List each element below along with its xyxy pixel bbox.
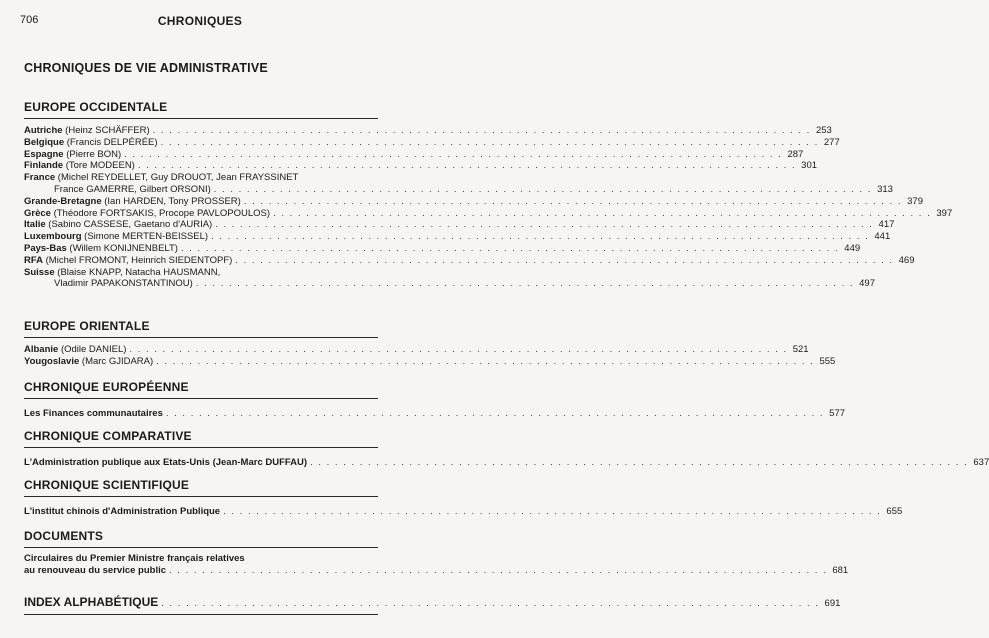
toc-entry-france[interactable] xyxy=(24,172,378,184)
page-ref: 469 xyxy=(898,254,915,266)
toc-entry-index[interactable] xyxy=(24,595,841,611)
leader-dots xyxy=(235,255,893,267)
section-rule xyxy=(24,337,378,338)
entry-title: Les Finances communautaires xyxy=(24,408,163,419)
authors: (Heinz SCHÄFFER) xyxy=(62,125,150,136)
country-name: Italie xyxy=(24,219,46,231)
page-ref: 277 xyxy=(823,136,840,148)
leader-dots xyxy=(161,597,819,611)
country-name: France xyxy=(24,172,56,184)
page-ref: 521 xyxy=(792,344,809,355)
leader-dots xyxy=(211,231,869,243)
leader-dots xyxy=(310,457,968,469)
toc-entry-albanie[interactable] xyxy=(24,344,809,356)
authors: (Tore MODEEN) xyxy=(63,160,135,172)
toc-entry-institut-chinois[interactable] xyxy=(24,506,903,518)
section-documents xyxy=(24,529,849,577)
section-heading: CHRONIQUE EUROPÉENNE xyxy=(24,380,189,394)
toc-entry-rfa[interactable] xyxy=(24,254,915,267)
section-rule xyxy=(24,496,378,497)
section-heading: EUROPE OCCIDENTALE xyxy=(24,100,168,114)
country-name: Suisse xyxy=(24,266,55,278)
country-name: Belgique xyxy=(24,136,65,148)
toc-entry-luxembourg[interactable] xyxy=(24,231,891,243)
section-rule xyxy=(24,398,378,399)
section-rule xyxy=(24,547,378,548)
section-rule xyxy=(24,118,378,119)
toc-entry-suisse-continued[interactable] xyxy=(24,278,875,290)
leader-dots xyxy=(273,208,931,220)
toc-entry-finances-communautaires[interactable] xyxy=(24,408,846,420)
page-ref: 681 xyxy=(832,564,849,576)
main-title: CHRONIQUES DE VIE ADMINISTRATIVE xyxy=(24,61,268,75)
page-number: 706 xyxy=(20,14,39,26)
authors: (Michel FROMONT, Heinrich SIEDENTOPF) xyxy=(43,254,233,266)
toc-entry-espagne[interactable] xyxy=(24,148,804,161)
section-index xyxy=(24,595,841,621)
toc-entry-pays-bas[interactable] xyxy=(24,242,861,255)
page-ref: 441 xyxy=(874,231,891,243)
page-ref: 417 xyxy=(878,219,895,231)
toc-entry-finlande[interactable] xyxy=(24,160,818,172)
country-name: Autriche xyxy=(24,125,63,136)
authors: (Blaise KNAPP, Natacha HAUSMANN, xyxy=(54,266,221,278)
section-chronique-comparative xyxy=(24,429,989,469)
authors: (Odile DANIEL) xyxy=(58,344,127,355)
page-ref: 637 xyxy=(973,457,989,468)
section-heading: EUROPE ORIENTALE xyxy=(24,319,150,333)
authors: (Pierre BON) xyxy=(63,148,122,160)
section-rule xyxy=(24,447,378,448)
section-chronique-scientifique xyxy=(24,478,903,518)
toc-entry-autriche[interactable] xyxy=(24,125,832,137)
toc-entry-yougoslavie[interactable] xyxy=(24,355,836,368)
section-heading: INDEX ALPHABÉTIQUE xyxy=(24,595,159,609)
country-name: Yougoslavie xyxy=(24,355,80,367)
section-chronique-europeenne xyxy=(24,380,846,420)
leader-dots xyxy=(166,408,824,420)
authors: (Michel REYDELLET, Guy DROUOT, Jean FRAYSSINET xyxy=(55,172,299,184)
toc-entry-administration-etats-unis[interactable] xyxy=(24,457,989,469)
country-name: Pays-Bas xyxy=(24,242,67,254)
leader-dots xyxy=(214,184,872,196)
entry-title: Circulaires du Premier Ministre français relatives xyxy=(24,553,245,564)
page-ref: 301 xyxy=(801,160,818,172)
authors: (Théodore FORTSAKIS, Procope PAVLOPOULOS) xyxy=(50,207,271,219)
toc-entry-circulaires[interactable] xyxy=(24,553,378,565)
leader-dots xyxy=(215,219,873,231)
leader-dots xyxy=(181,243,839,255)
toc-entry-grande-bretagne[interactable] xyxy=(24,195,923,208)
leader-dots xyxy=(124,149,782,161)
entry-title-continued: au renouveau du service public xyxy=(24,564,167,576)
country-name: Luxembourg xyxy=(24,231,82,243)
page-ref: 397 xyxy=(936,207,953,219)
toc-entry-circulaires-continued[interactable] xyxy=(24,564,849,577)
authors: (Willem KONIJNENBELT) xyxy=(66,242,178,254)
leader-dots xyxy=(223,506,881,518)
page-ref: 379 xyxy=(907,195,923,207)
running-title: CHRONIQUES xyxy=(157,14,243,28)
authors-continued: Vladimir PAPAKONSTANTINOU) xyxy=(54,278,193,290)
section-heading: CHRONIQUE SCIENTIFIQUE xyxy=(24,478,190,492)
country-name: Grande-Bretagne xyxy=(24,195,102,207)
authors: (Marc GJIDARA) xyxy=(79,355,154,367)
page-ref: 313 xyxy=(877,183,893,195)
leader-dots xyxy=(156,356,814,368)
authors: (Ian HARDEN, Tony PROSSER) xyxy=(101,195,241,207)
page-ref: 287 xyxy=(787,148,804,160)
page-ref: 449 xyxy=(844,242,861,254)
leader-dots xyxy=(244,196,902,208)
page-ref: 577 xyxy=(829,408,846,419)
leader-dots xyxy=(153,125,811,137)
toc-entry-grece[interactable] xyxy=(24,207,953,220)
leader-dots xyxy=(138,160,796,172)
leader-dots xyxy=(161,137,819,149)
leader-dots xyxy=(129,344,787,356)
toc-entry-suisse[interactable] xyxy=(24,267,378,279)
authors-continued: France GAMERRE, Gilbert ORSONI) xyxy=(54,183,211,195)
entry-title: L'institut chinois d'Administration Publique xyxy=(24,506,221,517)
page-header xyxy=(20,14,380,32)
page-ref: 253 xyxy=(815,125,832,136)
leader-dots xyxy=(196,278,854,290)
page-ref: 555 xyxy=(819,355,836,367)
toc-entry-belgique[interactable] xyxy=(24,136,840,149)
section-europe-occidentale xyxy=(24,100,953,290)
authors: (Francis DELPÉRÉE) xyxy=(64,136,158,148)
section-europe-orientale xyxy=(24,319,836,368)
page-ref: 691 xyxy=(824,598,841,609)
section-rule xyxy=(24,614,378,615)
section-heading: CHRONIQUE COMPARATIVE xyxy=(24,429,192,443)
authors: (Sabino CASSESE, Gaetano d'AURIA) xyxy=(45,219,213,231)
entry-title: L'Administration publique aux Etats-Unis (Jean-Marc DUFFAU) xyxy=(24,457,308,468)
toc-entry-italie[interactable] xyxy=(24,219,895,231)
toc-entry-france-continued[interactable] xyxy=(24,183,893,196)
section-heading: DOCUMENTS xyxy=(24,529,104,543)
page-ref: 497 xyxy=(859,278,875,290)
page-ref: 655 xyxy=(886,506,903,517)
country-name: RFA xyxy=(24,254,43,266)
country-name: Espagne xyxy=(24,148,64,160)
country-name: Finlande xyxy=(24,160,64,172)
authors: (Simone MERTEN-BEISSEL) xyxy=(81,231,209,243)
country-name: Albanie xyxy=(24,344,59,355)
country-name: Grèce xyxy=(24,207,51,219)
leader-dots xyxy=(169,565,827,577)
